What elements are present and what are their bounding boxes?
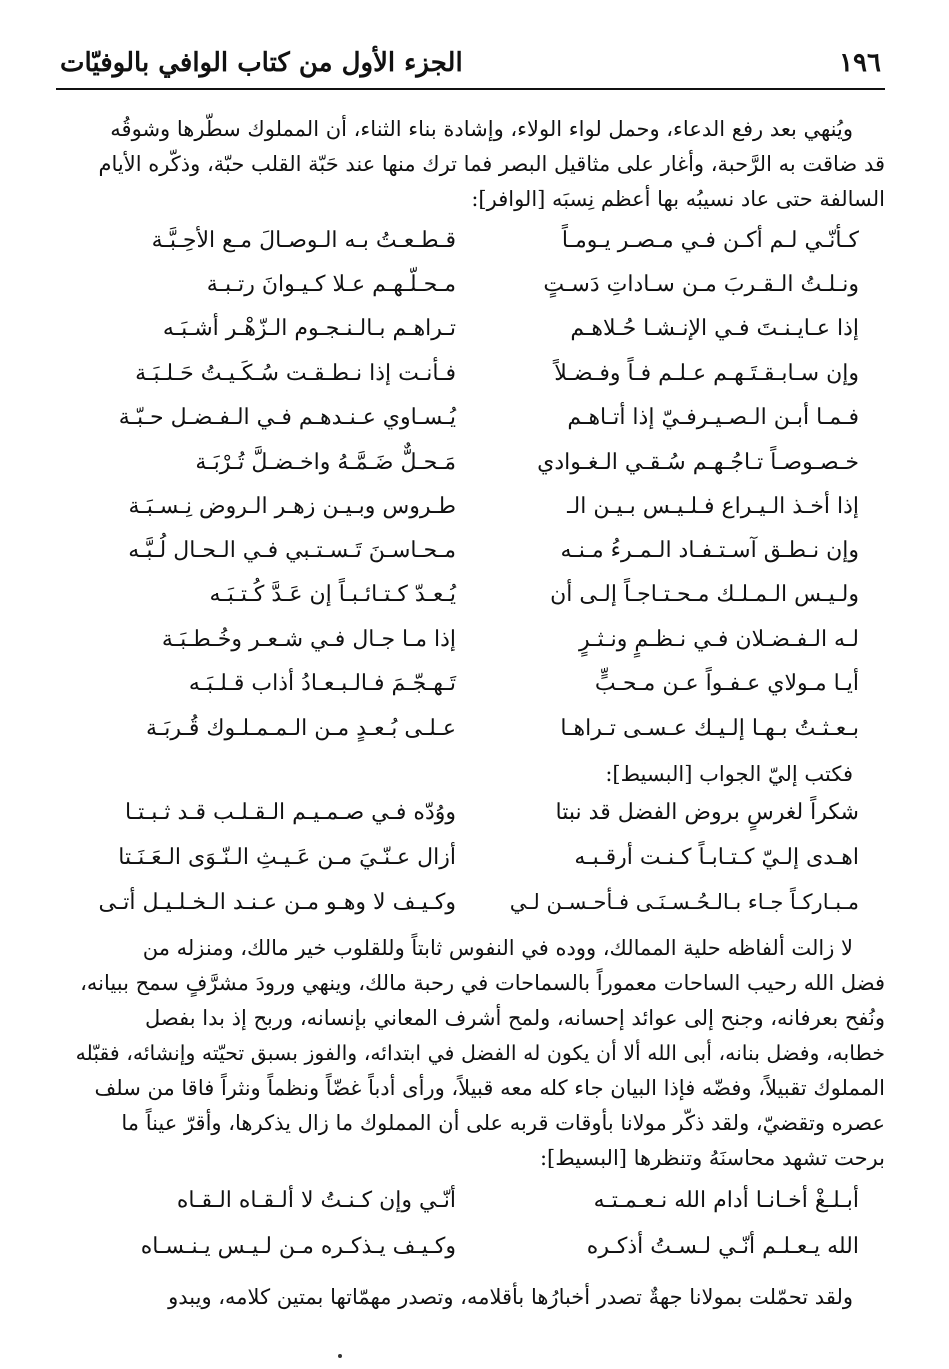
- intro-line-2: قد ضاقت به الرَّحبة، وأغار على مثاقيل البصر فما ترك منها عند حَبّة القلب حبّة، وذكّره الأيام: [98, 152, 885, 176]
- poem1-verse: [96, 538, 859, 578]
- hemistich-second: إذا مـا جـال فـي شـعـر وخُـطـبَـة: [161, 627, 456, 652]
- hemistich-second: مَـحـلٌّ ضَـمَّـهُ واخـضـلَّ تُـرْبَـة: [195, 450, 456, 475]
- hemistich-first: بـعـثـتُ بـهـا إلـيـك عـسـى تـراهـا: [560, 716, 859, 741]
- hemistich-second: وكـيـف لا وهـو مـن عـنـد الـخـلـيـل أتـى: [98, 890, 456, 915]
- hemistich-first: فـمـا أبـن الـصـيـرفـيّ إذا أتـاهـم: [567, 405, 859, 430]
- book-title: الجزء الأول من كتاب الوافي بالوفيّات: [60, 48, 463, 78]
- prose-line: المملوك تقبيلاً، وفضّه فإذا البيان جاء كله معه قبيلاً، ورأى أدباً غضّاً ونظماً ونثراً فاقا من سلف: [94, 1076, 885, 1100]
- prose-line: ونُفح بعرفانه، وجنح إلى عوائد إحسانه، ولمح أشرف المعاني بإنسانه، وربح إذ بدا بفصل: [144, 1006, 885, 1030]
- header-rule: [56, 88, 885, 90]
- running-header: [60, 40, 881, 86]
- hemistich-second: يُـسـاوي عـنـدهـم فـي الـفـضـل حـبّـة: [118, 405, 456, 430]
- prose-line: برحت تشهد محاسنَهُ وتنظرها [البسيط]:: [539, 1146, 885, 1170]
- poem1-verse: [96, 405, 859, 445]
- hemistich-first: ولـيـس الـمـلـك مـحـتـاجـاً إلـى أن: [550, 582, 859, 607]
- prose-line: فضل الله رحيب الساحات معموراً بالسماحات في رحبة مالك، وينهي ورودَ مشرَّفٍ سمح ببيانه،: [80, 971, 885, 995]
- hemistich-second: أزال عـنّـيَ مـن عَـيـثِ الـنّـوَى الـعَـنَـتا: [118, 845, 456, 870]
- hemistich-second: تَـهـجّـمَ فـالـبـعـادُ أذاب قـلـبَـه: [188, 671, 456, 696]
- page-number: ١٩٦: [839, 48, 881, 78]
- prose-line: عصره وتقضيّ، ولقد ذكّر مولانا بأوقات قربه على أن المملوك ما زال يذكرها، وأقرّ عيناً ما: [121, 1111, 885, 1135]
- hemistich-second: مـحـاسـنَ تَـسـتـبي فـي الـحـال لُـبَّـه: [128, 538, 456, 563]
- poem1-verse: [96, 671, 859, 711]
- poem3-verse: [96, 1234, 859, 1274]
- hemistich-second: قـطـعـتُ بـه الـوصـالَ مـع الأحِـبَّـة: [151, 228, 456, 253]
- hemistich-first: لـه الـفـضـلان فـي نـظـمٍ ونـثـرٍ: [579, 627, 859, 652]
- hemistich-first: أيـا مـولاي عـفـواً عـن مـحـبٍّ: [594, 671, 859, 696]
- poem2-verse: [96, 800, 859, 840]
- poem2-verse: [96, 845, 859, 885]
- hemistich-first: خـصـوصـاً تـاجُـهـم سُـقـي الـغـوادي: [537, 450, 859, 475]
- poem1-verse: [96, 361, 859, 401]
- print-speck: [338, 1354, 342, 1358]
- hemistich-first: ونـلـتُ الـقـربَ مـن سـاداتِ دَسـتٍ: [543, 272, 859, 297]
- poem1-verse: [96, 494, 859, 534]
- intro-line-3: السالفة حتى عاد نسيبُه بها أعظم نِسبَه [الوافر]:: [471, 187, 885, 211]
- poem1-verse: [96, 627, 859, 667]
- poem1-verse: [96, 450, 859, 490]
- poem1-verse: [96, 582, 859, 622]
- poem1-verse: [96, 316, 859, 356]
- closing-line: ولقد تحمّلت بمولانا جهةٌ تصدر أخبارُها بأقلامه، وتصدر مهمّاتها بمتين كلامه، ويبدو: [168, 1285, 853, 1309]
- hemistich-first: إذا عـايـنـتَ فـي الإنـشـا حُـلاهـم: [570, 316, 859, 341]
- intro-line-1: ويُنهي بعد رفع الدعاء، وحمل لواء الولاء، وإشادة بناء الثناء، أن المملوك سطّرها وشوقُه: [110, 117, 853, 141]
- hemistich-second: عـلـى بُـعـدٍ مـن الـمـمـلـوك قُـربَـة: [145, 716, 456, 741]
- poem3-verse: [96, 1188, 859, 1228]
- hemistich-first: شكراً لغرسٍ بروض الفضل قد نبتا: [555, 800, 859, 825]
- hemistich-second: يُـعـدّ كـتـائـبـاً إن عَـدَّ كُـتـبَـه: [209, 582, 456, 607]
- prose-line: لا زالت ألفاظه حلية الممالك، ووده في النفوس ثابتاً وللقلوب خير مالك، ومنزله من: [142, 936, 853, 960]
- hemistich-second: مـحـلّـهـم عـلا كـيـوانَ رتـبـة: [206, 272, 456, 297]
- hemistich-first: الله يـعـلـم أنّـي لـسـتُ أذكـره: [586, 1234, 859, 1259]
- hemistich-first: اهـدى إلـيّ كـتـابـاً كـنـت أرقـبـه: [574, 845, 859, 870]
- hemistich-first: مـبـاركـاً جـاء بـالـحُـسـنَـى فـأحـسـن لـي: [509, 890, 859, 914]
- reply-intro: فكتب إليّ الجواب [البسيط]:: [605, 762, 853, 786]
- poem1-verse: [96, 228, 859, 268]
- poem1-verse: [96, 272, 859, 312]
- poem2-verse: [96, 890, 859, 930]
- hemistich-first: كـأنّـي لـم أكـن فـي مـصـر يـومـاً: [561, 228, 859, 253]
- hemistich-second: أنّـي وإن كـنـتُ لا ألـقـاه الـقـاه: [176, 1188, 456, 1213]
- hemistich-second: فـأنـت إذا نـطـقـت سُـكَـيـتُ حَـلـبَـة: [135, 361, 456, 386]
- hemistich-second: تـراهـم بـالـنـجـوم الـزّهْـر أشـبَـه: [162, 316, 456, 341]
- prose-line: خطابه، وفضل بنانه، أبى الله ألا أن يكون له الفضل في ابتدائه، والفوز بسبق تحيّته وإنشائه، فقبّله: [75, 1041, 885, 1065]
- hemistich-first: أبـلـغْ أخـانـا أدام الله نـعـمـتـه: [593, 1188, 859, 1213]
- hemistich-first: إذا أخـذ الـيـراع فـلـيـس بـيـن الـ: [567, 494, 859, 519]
- hemistich-first: وإن سـابـقـتَـهـم عـلـم فـاً وفـضـلاً: [554, 361, 859, 386]
- hemistich-second: طـروس وبـيـن زهـر الـروض نِـسـبَـة: [128, 494, 456, 519]
- hemistich-second: ووُدّه فـي صـمـيـم الـقـلـب قـد ثـبـتـا: [125, 800, 456, 825]
- poem1-verse: [96, 716, 859, 756]
- hemistich-second: وكـيـف يـذكـره مـن لـيـس يـنـسـاه: [140, 1234, 456, 1259]
- hemistich-first: وإن نـطـق آسـتـفـاد الـمـرءُ مـنـه: [560, 538, 859, 563]
